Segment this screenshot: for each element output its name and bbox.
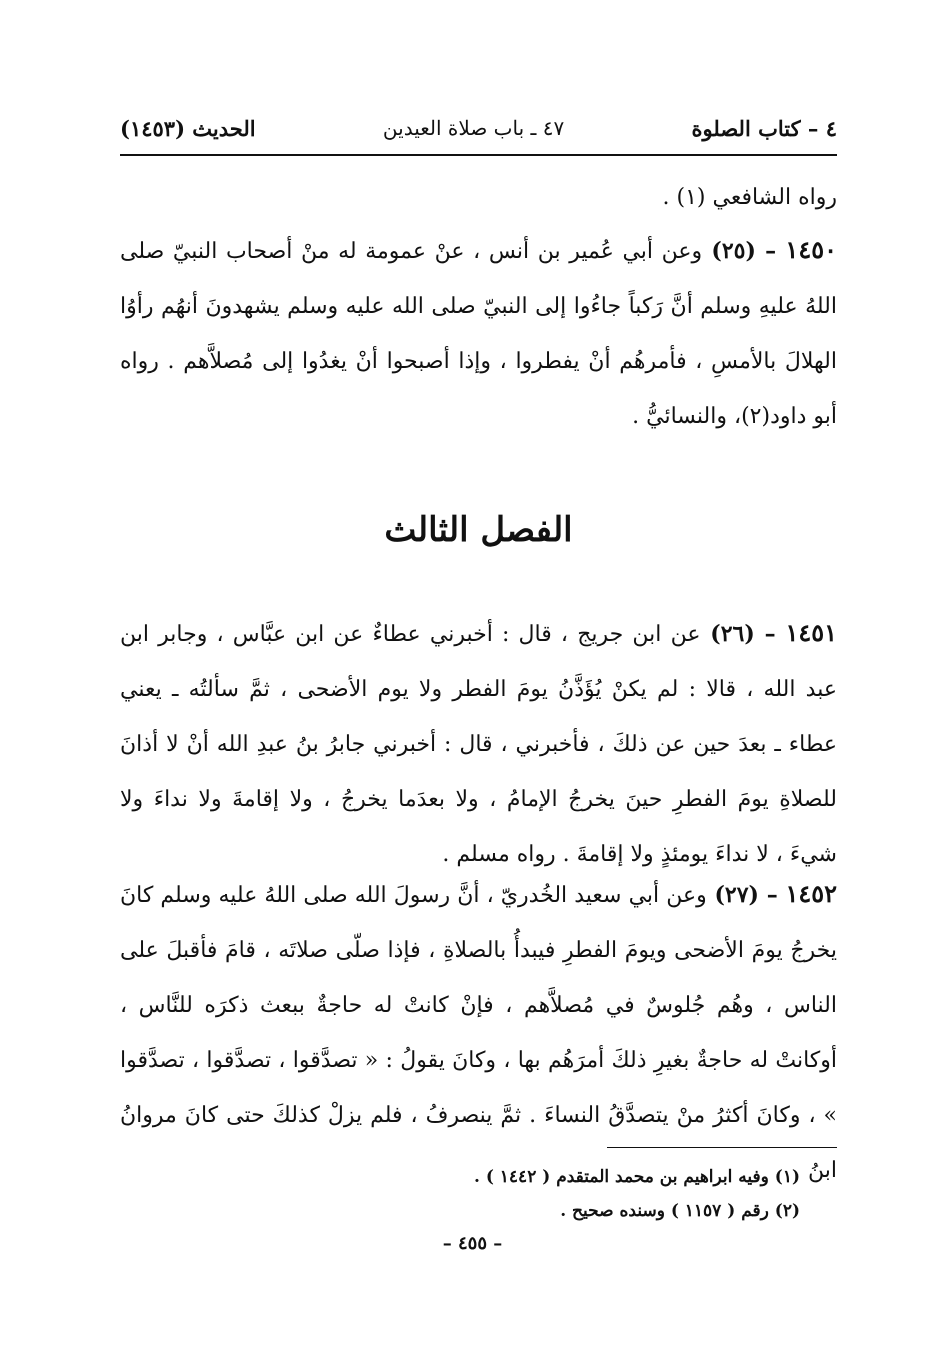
- hadith-text: وعن أبي سعيد الخُدريّ ، أنَّ رسولَ الله صلى اللهُ عليه وسلم كانَ يخرجُ يومَ الأضحى ويومَ الفطرِ فيبدأُ بالصلاةِ ، فإذا صلّى صلاتَه ، قامَ فأقبلَ على الناس ، وهُم جُلوسٌ في مُصلاَّهم ، فإنْ كانتْ له حاجةٌ ببعث ذكرَه للنَّاس ، أوكانتْ له حاجةٌ بغيرِ ذلكَ أمرَهُم بها ، وكانَ يقولُ : « تصدَّقوا ، تصدَّقوا ، تصدَّقوا » ، وكانَ أكثرُ منْ يتصدَّقُ النساءَ . ثمَّ ينصرفُ ، فلم يزلْ كذلكَ حتى كانَ مروانُ ابنُ: [120, 883, 837, 1183]
- hadith-number: ١٤٥٢: [785, 879, 837, 908]
- header-book-title: ٤ – كتاب الصلوة: [691, 115, 837, 141]
- hadith-number: ١٤٥١: [785, 618, 838, 647]
- header-hadith-range: الحديث (١٤٥٣): [120, 115, 256, 141]
- header-divider: [120, 154, 837, 156]
- footnote-2: (٢) رقم ( ١١٥٧ ) وسنده صحيح .: [560, 1201, 800, 1221]
- hadith-number: ١٤٥٠: [785, 235, 837, 264]
- hadith-1450: [120, 222, 837, 444]
- hadith-1451: [120, 605, 837, 882]
- header-chapter-title: ٤٧ ـ باب صلاة العيدين: [382, 116, 565, 140]
- footnote-1: (١) وفيه ابراهيم بن محمد المتقدم ( ١٤٤٢ ) .: [473, 1167, 800, 1187]
- page-number: – ٤٥٥ –: [442, 1233, 503, 1254]
- hadith-reference: – (٢٦): [700, 621, 786, 647]
- hadith-reference: – (٢٥): [702, 238, 786, 264]
- paragraph-text: رواه الشافعي (١) .: [662, 185, 837, 210]
- hadith-text: عن ابن جريج ، قال : أخبرني عطاءٌ عن ابن عبَّاس ، وجابر ابن عبد الله ، قالا : لم يكنْ يُؤَذَّنُ يومَ الفطر ولا يوم الأضحى ، ثمَّ سألتُه ـ يعني عطاء ـ بعدَ حين عن ذلكَ ، فأخبرني ، قال : أخبرني جابرُ بنُ عبدِ الله أنْ لا أذانَ للصلاةِ يومَ الفطرِ حينَ يخرجُ الإمامُ ، ولا بعدَما يخرجُ ، ولا إقامةَ ولا نداءَ ولا شيءَ ، لا نداءَ يومئذٍ ولا إقامةَ . رواه مسلم .: [120, 622, 837, 867]
- hadith-reference: – (٢٧): [706, 882, 786, 908]
- footnotes: [300, 1160, 800, 1228]
- hadith-1452: [120, 866, 837, 1198]
- running-header: [120, 108, 837, 148]
- footnote-divider: [607, 1147, 837, 1148]
- hadith-text: وعن أبي عُمير بن أنس ، عنْ عمومة له منْ أصحاب النبيّ صلى اللهُ عليهِ وسلم أنَّ رَكباً جاءُوا إلى النبيّ صلى الله عليه وسلم يشهدونَ أنهُم رأوُا الهلالَ بالأمسِ ، فأمرهُم أنْ يفطروا ، وإذا أصبحوا أنْ يغدُوا إلى مُصلاَّهم . رواه أبو داود(٢)، والنسائيُّ .: [120, 239, 837, 429]
- section-heading: الفصل الثالث: [384, 510, 573, 550]
- paragraph-attribution: [120, 170, 837, 225]
